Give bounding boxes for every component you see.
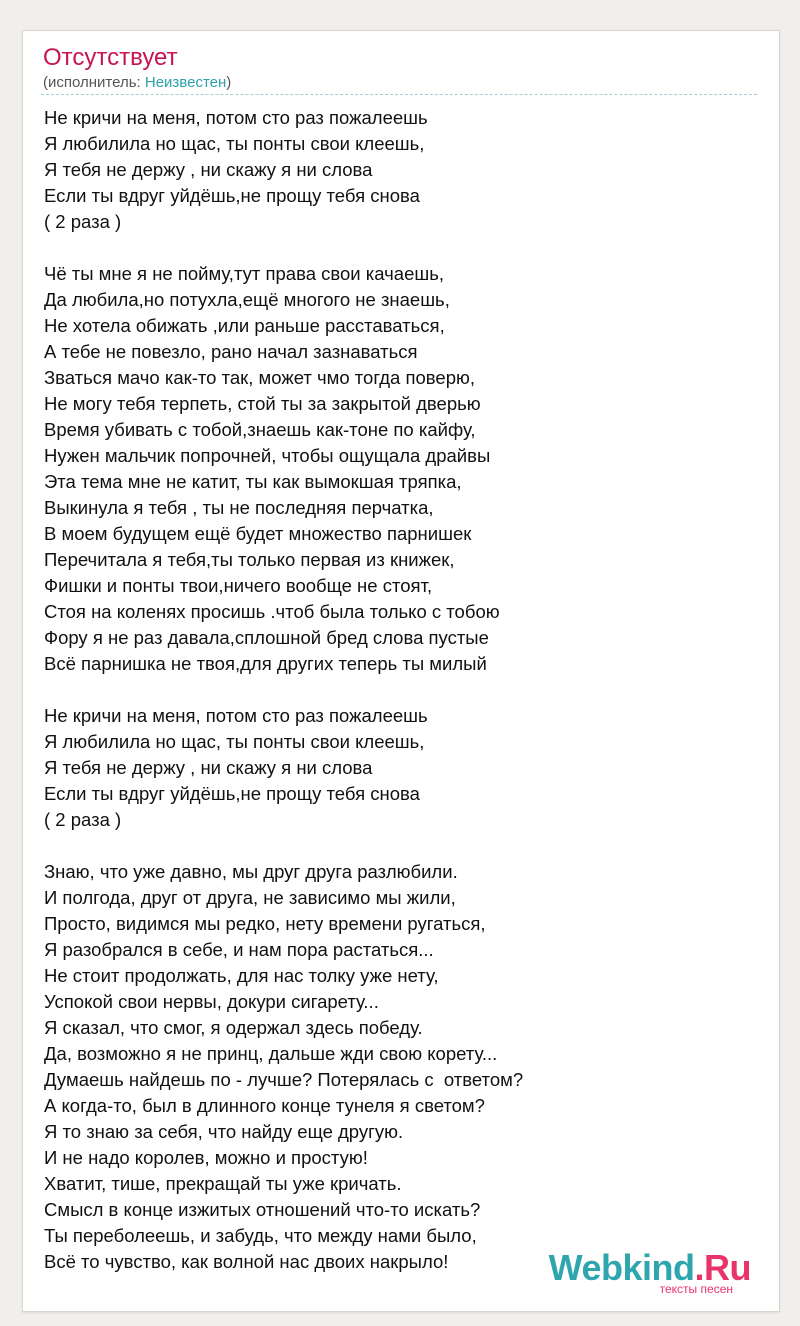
lyric-line: И не надо королев, можно и простую!	[44, 1147, 368, 1168]
lyric-line: Я сказал, что смог, я одержал здесь победу.	[44, 1017, 423, 1038]
site-logo[interactable]	[548, 1247, 751, 1296]
artist-line	[43, 74, 231, 92]
lyric-line: Перечитала я тебя,ты только первая из книжек,	[44, 549, 455, 570]
lyric-line: Не кричи на меня, потом сто раз пожалеешь	[44, 705, 428, 726]
lyric-line: Я любилила но щас, ты понты свои клеешь,	[44, 133, 425, 154]
lyric-line: Я тебя не держу , ни скажу я ни слова	[44, 159, 373, 180]
artist-link[interactable]: Неизвестен	[144, 74, 227, 91]
lyric-line: Я тебя не держу , ни скажу я ни слова	[44, 757, 373, 778]
logo-tld: .Ru	[694, 1247, 751, 1288]
lyric-line: Если ты вдруг уйдёшь,не прощу тебя снова	[44, 783, 420, 804]
lyrics-card	[22, 30, 780, 1312]
lyrics-text	[44, 105, 764, 1275]
lyric-line: Не кричи на меня, потом сто раз пожалеешь	[44, 107, 428, 128]
divider	[41, 94, 757, 95]
artist-suffix: )	[226, 74, 232, 91]
logo-tagline: тексты песен	[659, 1282, 733, 1296]
lyric-line: Нужен мальчик попрочней, чтобы ощущала драйвы	[44, 445, 491, 466]
lyric-line: Фору я не раз давала,сплошной бред слова пустые	[44, 627, 489, 648]
lyric-line: И полгода, друг от друга, не зависимо мы жили,	[44, 887, 456, 908]
lyric-line: Да, возможно я не принц, дальше жди свою корету...	[44, 1043, 498, 1064]
logo-wordmark	[548, 1247, 751, 1288]
lyric-line: Просто, видимся мы редко, нету времени ругаться,	[44, 913, 486, 934]
lyric-line: Всё то чувство, как волной нас двоих накрыло!	[44, 1251, 449, 1272]
lyric-line: Я то знаю за себя, что найду еще другую.	[44, 1121, 404, 1142]
lyric-line: Не стоит продолжать, для нас толку уже нету,	[44, 965, 439, 986]
lyric-line: Эта тема мне не катит, ты как вымокшая тряпка,	[44, 471, 462, 492]
lyric-line: Я разобрался в себе, и нам пора растаться...	[44, 939, 434, 960]
stanza-gap	[44, 235, 764, 261]
lyric-line: Стоя на коленях просишь .чтоб была только с тобою	[44, 601, 500, 622]
lyric-line: Чё ты мне я не пойму,тут права свои качаешь,	[44, 263, 444, 284]
lyric-line: Я любилила но щас, ты понты свои клеешь,	[44, 731, 425, 752]
lyric-line: Знаю, что уже давно, мы друг друга разлюбили.	[44, 861, 458, 882]
lyric-line: Всё парнишка не твоя,для других теперь ты милый	[44, 653, 487, 674]
lyric-line: В моем будущем ещё будет множество парнишек	[44, 523, 472, 544]
song-title: Отсутствует	[43, 44, 178, 71]
stanza-gap	[44, 833, 764, 859]
lyric-line: Хватит, тише, прекращай ты уже кричать.	[44, 1173, 402, 1194]
lyric-line: Смысл в конце изжитых отношений что-то искать?	[44, 1199, 481, 1220]
lyric-line: А тебе не повезло, рано начал зазнаваться	[44, 341, 418, 362]
lyric-line: Если ты вдруг уйдёшь,не прощу тебя снова	[44, 185, 420, 206]
lyric-line: Фишки и понты твои,ничего вообще не стоят,	[44, 575, 433, 596]
artist-prefix: (исполнитель:	[43, 74, 145, 91]
lyric-line: Успокой свои нервы, докури сигарету...	[44, 991, 379, 1012]
lyric-line: А когда-то, был в длинного конце тунеля я светом?	[44, 1095, 485, 1116]
stanza-gap	[44, 677, 764, 703]
lyric-line: Да любила,но потухла,ещё многого не знаешь,	[44, 289, 450, 310]
lyric-line: Зваться мачо как-то так, может чмо тогда поверю,	[44, 367, 475, 388]
logo-name: Webkind	[548, 1247, 695, 1288]
lyric-line: Время убивать с тобой,знаешь как-тоне по кайфу,	[44, 419, 476, 440]
lyric-line: ( 2 раза )	[44, 809, 122, 830]
lyric-line: Думаешь найдешь по - лучше? Потерялась с ответом?	[44, 1069, 524, 1090]
lyric-line: ( 2 раза )	[44, 211, 122, 232]
lyric-line: Ты переболеешь, и забудь, что между нами было,	[44, 1225, 477, 1246]
lyric-line: Не могу тебя терпеть, стой ты за закрытой дверью	[44, 393, 481, 414]
lyric-line: Не хотела обижать ,или раньше расставаться,	[44, 315, 445, 336]
lyric-line: Выкинула я тебя , ты не последняя перчатка,	[44, 497, 434, 518]
